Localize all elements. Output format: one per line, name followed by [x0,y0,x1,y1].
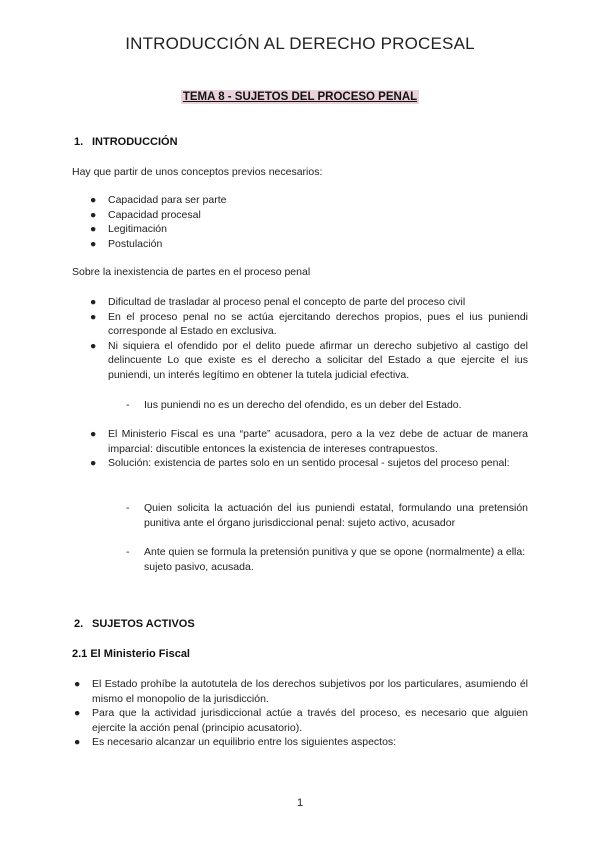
bullet-icon: ● [90,310,97,323]
section-2-title: SUJETOS ACTIVOS [92,618,195,630]
partes-points-list [90,295,528,382]
partes-points-list-2 [90,427,528,471]
section-2-heading [74,618,195,630]
section-1-number: 1. [74,136,84,148]
bullet-icon: ● [90,296,97,308]
dash-item: - Ante quien se formula la pretensión punitiva y que se opone (normalmente) a ella: sujeto pasivo, acusada. [126,546,526,573]
list-item: ● Ni siquiera el ofendido por el delito puede afirmar un derecho subjetivo al castigo del delincuente Lo que existe es el derecho a solicitar del Estado a que ejercite el ius puniendi, un interés legítimo en obtener la tutela judicial efectiva. [90,339,528,381]
section-1-title: INTRODUCCIÓN [92,136,178,148]
bullet-icon: ● [90,457,97,469]
list-item: ● En el proceso penal no se actúa ejercitando derechos propios, pues el ius puniendi corresponde al Estado en exclusiva. [90,310,528,337]
dash-icon: - [126,546,130,558]
list-item: ● Para que la actividad jurisdiccional actúe a través del proceso, es necesario que alguien ejercite la acción penal (principio acusatorio). [74,707,528,734]
bullet-icon: ● [74,707,81,719]
dash-icon: - [126,399,130,411]
list-item: ● Solución: existencia de partes solo en un sentido procesal - sujetos del proceso penal: [90,457,510,469]
list-item: ● Dificultad de trasladar al proceso penal el concepto de parte del proceso civil [90,296,466,308]
dash-item: - Ius puniendi no es un derecho del ofendido, es un deber del Estado. [126,399,462,411]
bullet-icon: ● [90,223,97,235]
bullet-icon: ● [90,194,97,206]
list-item: ● Capacidad procesal [90,208,201,221]
topic-heading: TEMA 8 - SUJETOS DEL PROCESO PENAL [182,91,418,103]
dash-icon: - [126,502,130,514]
section-1-subtitle: Sobre la inexistencia de partes en el proceso penal [72,266,311,278]
bullet-icon: ● [74,678,81,690]
section-2-number: 2. [74,618,84,630]
list-item: ● Legitimación [90,223,167,235]
bullet-icon: ● [90,208,97,221]
ministerio-fiscal-list [74,677,528,750]
section-1-intro: Hay que partir de unos conceptos previos necesarios: [72,166,323,178]
subsection-2-1-heading: 2.1 El Ministerio Fiscal [72,648,190,660]
section-1-heading [74,136,178,148]
topic-heading-wrap [0,87,600,105]
list-item: ● Capacidad para ser parte [90,194,227,206]
bullet-icon: ● [74,736,81,748]
bullet-icon: ● [90,237,97,250]
dash-item: - Quien solicita la actuación del ius puniendi estatal, formulando una pretensión punitiva ante el órgano jurisdiccional penal: sujeto activo, acusador [126,502,528,529]
document-title: INTRODUCCIÓN AL DERECHO PROCESAL [125,34,475,53]
page-number: 1 [296,797,304,809]
bullet-icon: ● [90,428,97,440]
concepts-list [90,193,528,251]
list-item: ● Postulación [90,237,163,250]
list-item: ● El Estado prohíbe la autotutela de los derechos subjetivos por los particulares, asumiendo él mismo el monopolio de la jurisdicción. [74,678,528,705]
list-item: ● El Ministerio Fiscal es una “parte” acusadora, pero a la vez debe de actuar de manera imparcial: discutible entonces la existencia de intereses contrapuestos. [90,428,528,455]
bullet-icon: ● [90,339,97,352]
list-item: ● Es necesario alcanzar un equilibrio entre los siguientes aspectos: [74,736,397,748]
